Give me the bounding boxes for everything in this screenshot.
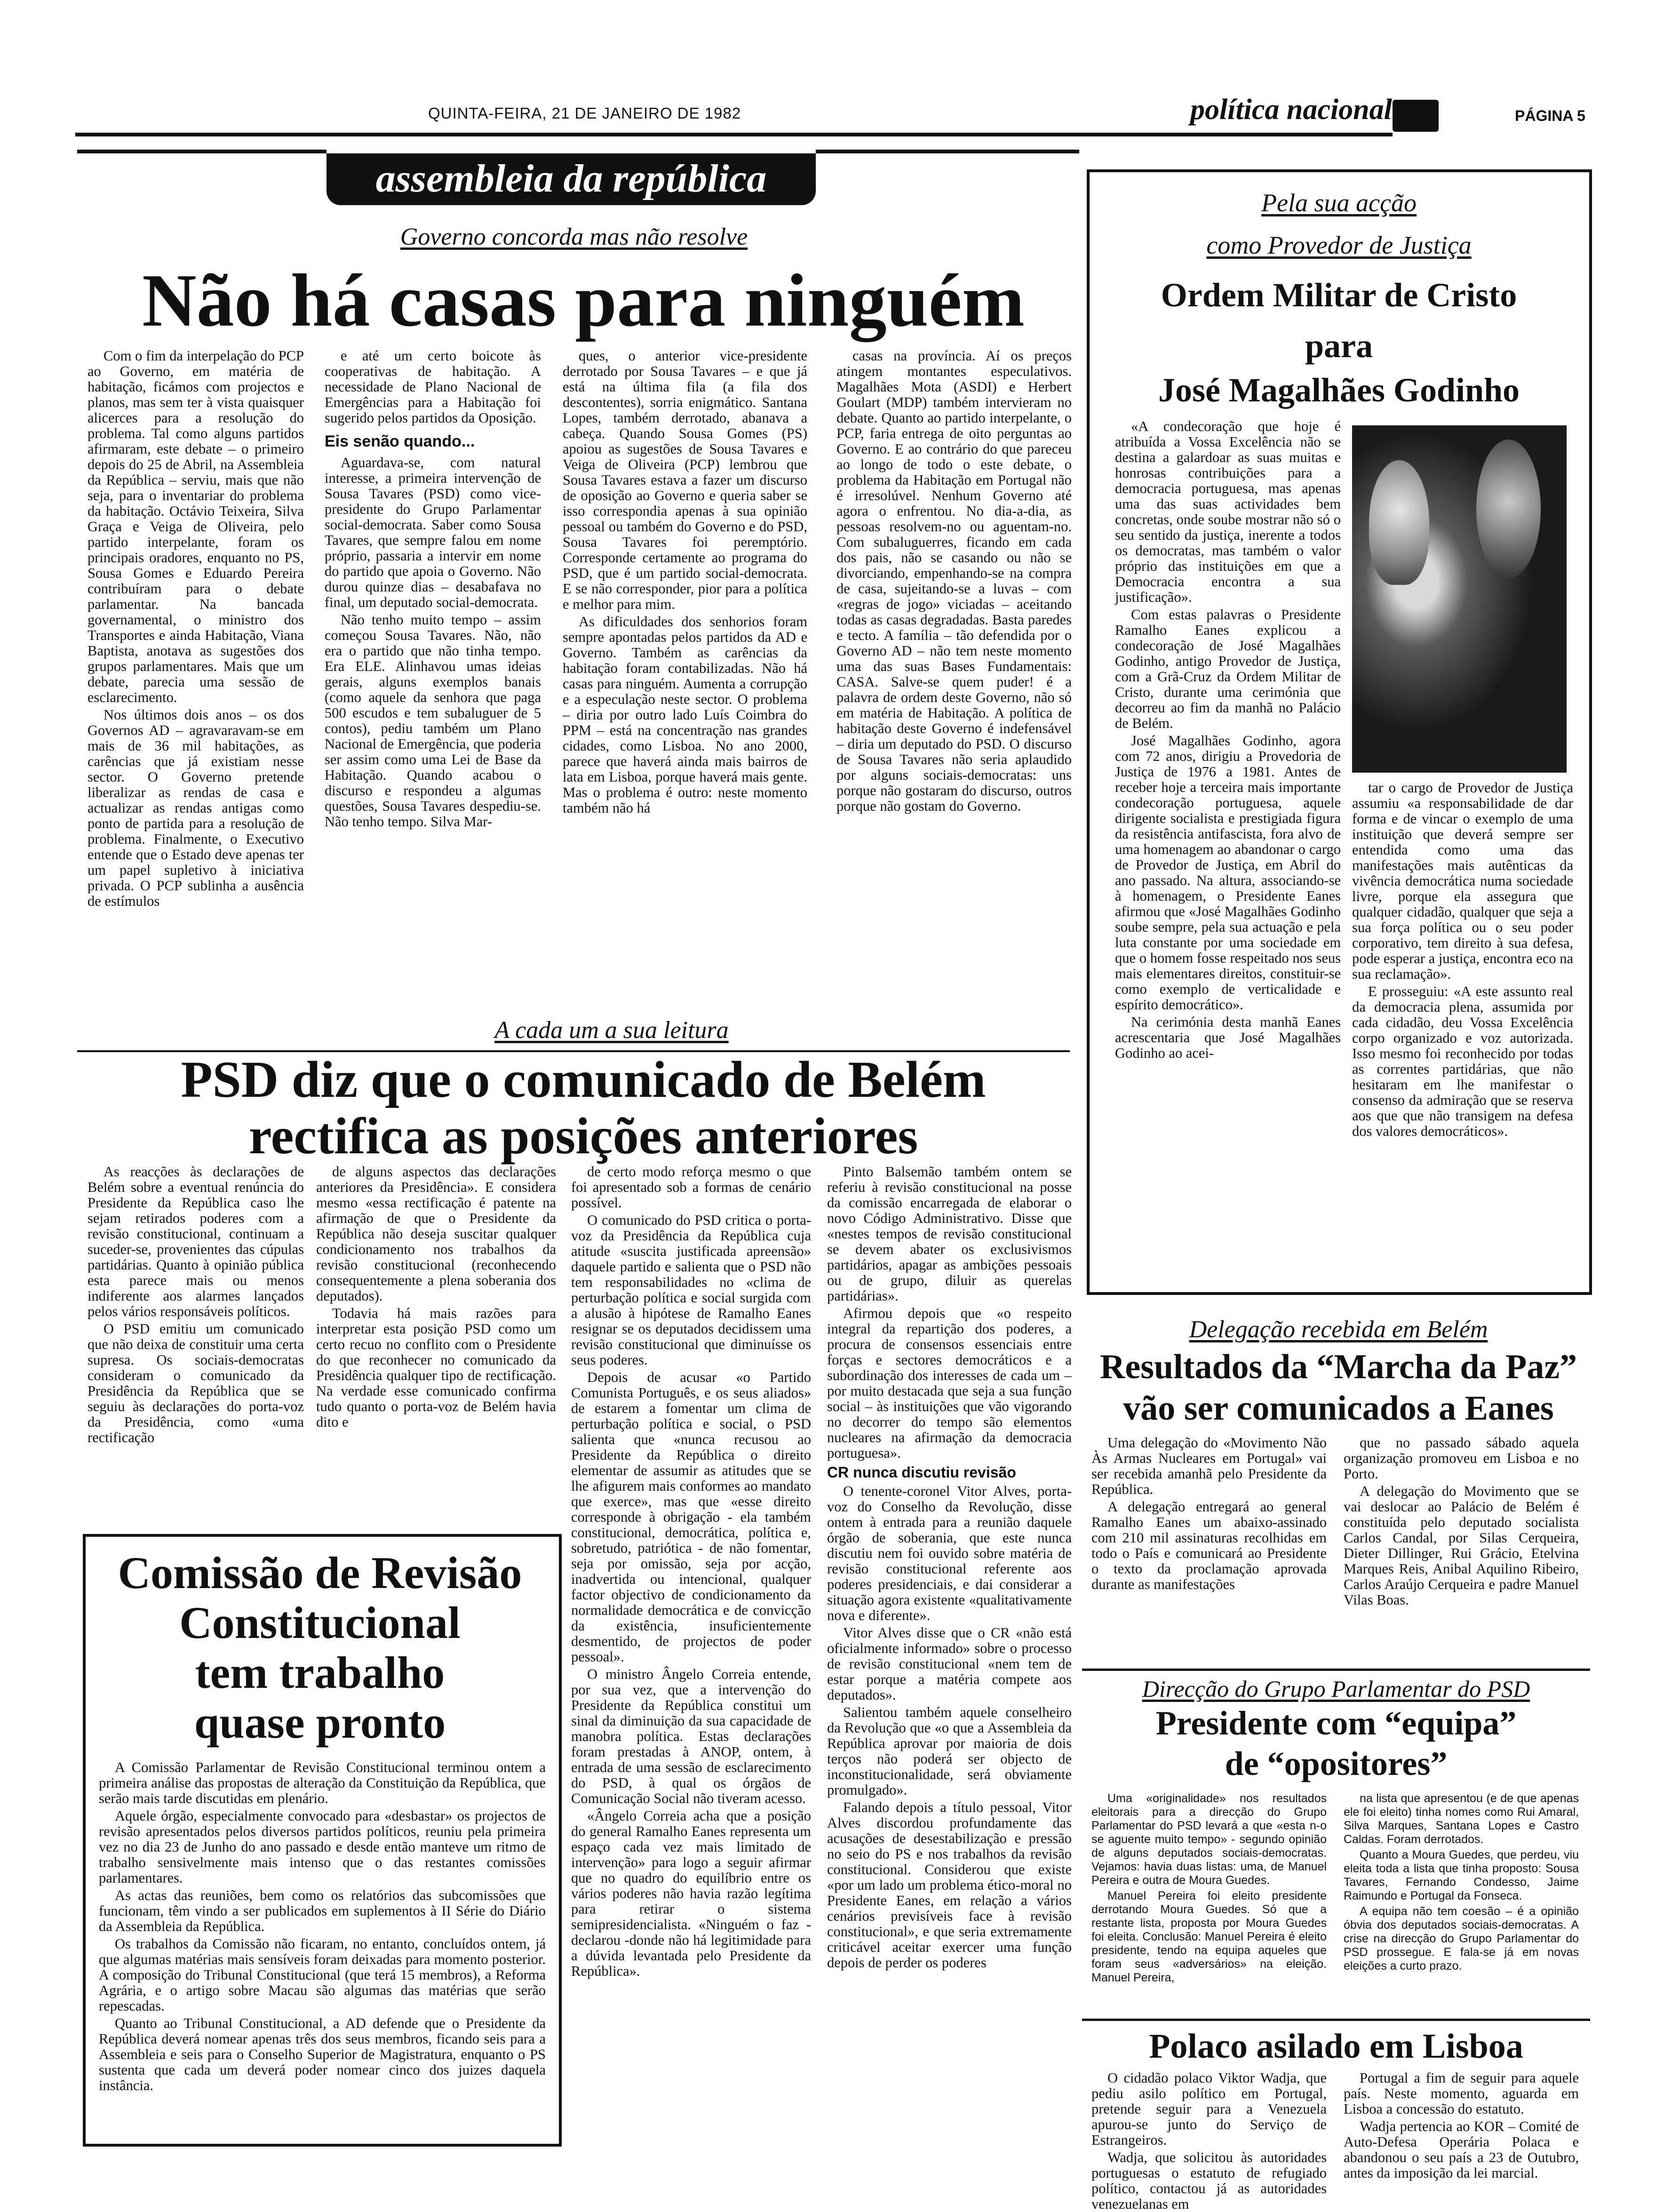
article6-column-2 bbox=[1344, 1792, 1579, 2013]
paragraph: A delegação do Movimento que se vai deslocar ao Palácio de Belém é constituída pelo deputado socialista Carlos Candal, por Silas Cerqueira, Dieter Dillinger, Rui Grácio, Etelvina Marques Reis, Anibal Aquilino Ribeiro, Carlos Araújo Cerqueira e padre Manuel Vilas Boas. bbox=[1344, 1483, 1579, 1608]
article2-headline-line-2: rectifica as posições anteriores bbox=[248, 1107, 918, 1165]
article1-column-1 bbox=[88, 348, 304, 1049]
paragraph: O cidadão polaco Viktor Wadja, que pediu asilo político em Portugal, pretende seguir para a Venezuela apurou-se junto do Serviço de Estrangeiros. bbox=[1091, 2070, 1327, 2148]
paragraph: de certo modo reforça mesmo o que foi apresentado sob a formas de cenário possível. bbox=[571, 1164, 811, 1211]
banner-rule-left bbox=[77, 150, 326, 153]
paragraph: Todavia há mais razões para interpretar esta posição PSD como um certo recuo no conflito com o Presidente do que reconhecer no comunicado da Presidência qualquer tipo de rectificação. Na verdade esse comunicado confirma tudo quanto o porta-voz de Belém havia dito e bbox=[316, 1305, 556, 1430]
article5-headline-line-2: vão ser comunicados a Eanes bbox=[1123, 1389, 1554, 1428]
paragraph: Wadja pertencia ao KOR – Comité de Auto-Defesa Operária Polaca e abandonou o seu país a 23 de Outubro, antes da imposição da lei marcial. bbox=[1344, 2118, 1579, 2181]
paragraph: As dificuldades dos senhorios foram sempre apontadas pelos partidos da AD e Governo. Também as carências da habitação foram contabilizadas. Não há casas para ninguém. Aumenta a corrupção e a especulação neste sector. O problema – diria por outro lado Luís Coimbra do PPM – está na concentração nas grandes cidades, como Lisboa. No ano 2000, parece que haverá ainda mais bairros de lata em Lisboa, porque haverá mais gente. Mas o problema é outro: neste momento também não há bbox=[563, 614, 807, 816]
paragraph: A delegação entregará ao general Ramalho Eanes um abaixo-assinado com 210 mil assinaturas recolhidas em todo o País e comunicará ao Presidente o texto da proclamação aprovada durante as manifestações bbox=[1091, 1499, 1327, 1592]
article2-headline-line-1: PSD diz que o comunicado de Belém bbox=[181, 1051, 986, 1108]
paragraph: E prosseguiu: «A este assunto real da democracia plena, assumida por cada cidadão, deu Vossa Excelência corpo organizado e voz autorizada. Isso mesmo foi reconhecido por todas as correntes partidárias, que não hesitaram em lhe manifestar o consenso da admiração que se reserva aos que que não transigem na defesa dos valores democráticos». bbox=[1352, 983, 1573, 1139]
paragraph: Portugal a fim de seguir para aquele país. Neste momento, aguarda em Lisboa a concessão do estatuto. bbox=[1344, 2070, 1579, 2117]
article3-headline-line-4: quase pronto bbox=[194, 1697, 446, 1748]
paragraph: As reacções às declarações de Belém sobre a eventual renúncia do Presidente da República caso lhe sejam retirados poderes com a revisão constitucional, continuam a suceder-se, provenientes das cúpulas partidárias. Quanto à opinião pública esta parece mais ou menos indiferente aos alarmes lançados pelos vários responsáveis políticos. bbox=[88, 1164, 304, 1319]
article1-subhead: Eis senão quando... bbox=[325, 432, 475, 450]
article1-column-2 bbox=[325, 348, 541, 1049]
paragraph: Pinto Balsemão também ontem se referiu à revisão constitucional na posse da comissão encarregada de elaborar o novo Código Administrativo. Disse que «nestes tempos de revisão constitucional se devem abater os exclusivismos partidários, apagar as ambições pessoais ou de grupo, diluir as querelas partidárias». bbox=[827, 1164, 1072, 1304]
article2-subhead: CR nunca discutiu revisão bbox=[827, 1464, 1016, 1481]
article6-headline-line-2: de “opositores” bbox=[1225, 1745, 1448, 1782]
article4-kicker-line-2: como Provedor de Justiça bbox=[1206, 231, 1472, 259]
paragraph: casas na província. Aí os preços atingem montantes especulativos. Magalhães Mota (ASDI) e Herbert Goulart (MDP) também intervieram no debate. Quanto ao partido interpelante, o PCP, faria entrega de oito perguntas ao Governo. E ao contrário do que pareceu ao longo de todo o este debate, o problema da Habitação em Portugal não é irresolúvel. Nenhum Governo até agora o enfrentou. No dia-a-dia, as pessoas resolvem-no ou aguentam-no. Com subaluguerres, ficando em cada dos pais, não se casando ou não se divorciando, empenhando-se na compra de casa, sujeitando-se a luvas – com «regras de jogo» viciadas – aceitando todas as casas degradadas. Basta paredes e tecto. A família – tão defendida por o Governo AD – não tem neste momento uma das suas Bases Fundamentais: CASA. Salve-se quem puder! é a palavra de ordem deste Governo, não só em matéria de Habitação. A política de habitação deste Governo é indefensável – diria um deputado do PSD. O discurso de Sousa Tavares não seria aplaudido por alguns sociais-democratas: uns porque não gostaram do discurso, outros porque não gostam do Governo. bbox=[836, 348, 1072, 814]
paragraph: «Ângelo Correia acha que a posição do general Ramalho Eanes representa um espaço cada vez mais limitado de intervenção» para logo a seguir afirmar que no quadro do equilíbrio entre os vários poderes não havia razão legítima para retirar o sistema semipresidencialista. «Ninguém o faz - declarou -donde não há legitimidade para a dúvida levantada pelo Presidente da República». bbox=[571, 1808, 811, 1979]
paragraph: Afirmou depois que «o respeito integral da repartição dos poderes, a procura de consensos essenciais entre forças e sectores democráticos e a subordinação dos interesses de cada um – por muito destacada que seja a sua função social – às instituições que vão vigorando no decorrer do tempo são elementos nucleares na afirmação da democracia portuguesa». bbox=[827, 1305, 1072, 1461]
paragraph: tar o cargo de Provedor de Justiça assumiu «a responsabilidade de dar forma e de vincar o exemplo de uma instituição que deverá sempre ser entendida como uma das manifestações mais autênticas da vivência democrática numa sociedade livre, porque ela assegura que qualquer cidadão, qualquer que seja a sua força política ou o seu poder corporativo, tem direito à sua defesa, pode esperar a justiça, encontra eco na sua reclamação». bbox=[1352, 780, 1573, 982]
article2-kicker: A cada um a sua leitura bbox=[494, 1017, 729, 1044]
paragraph: A Comissão Parlamentar de Revisão Constitucional terminou ontem a primeira análise das propostas de alteração da Constituição da República, que serão mais tarde discutidas em plenário. bbox=[99, 1759, 546, 1806]
article7-top-rule bbox=[1082, 2019, 1590, 2021]
article3-headline-line-3: tem trabalho bbox=[195, 1647, 445, 1698]
article2-column-2 bbox=[316, 1164, 556, 1526]
paragraph: Quanto a Moura Guedes, que perdeu, viu eleita toda a lista que tinha proposto: Sousa Tavares, Fernando Condesso, Jaime Raimundo e Portugal da Fonseca. bbox=[1344, 1848, 1579, 1902]
article2-column-3 bbox=[571, 1164, 811, 2160]
paragraph: Wadja, que solicitou às autoridades portuguesas o estatuto de refugiado político, contactou já as autoridades venezuelanas em bbox=[1091, 2149, 1327, 2212]
paragraph: Depois de acusar «o Partido Comunista Português, e os seus aliados» de estarem a fomentar um clima de perturbação política e social, o PSD salienta que «nunca recusou ao Presidente da República o direito elementar de assumir as atitudes que se lhe afigurem mais conformes ao mandato que exerce», mas que «esse direito corresponde à obrigação - ela também constitucional, democrática, política e, sobretudo, patriótica - de não fomentar, seja por omissão, seja por acção, inadvertida ou intencional, qualquer factor objectivo de condicionamento da normalidade democrática e de convicção da existência, insuficientemente desmentido, de projectos de poder pessoal». bbox=[571, 1369, 811, 1665]
paragraph: Aquele órgão, especialmente convocado para «desbastar» os projectos de revisão apresentados pelos diversos partidos políticos, reuniu pela primeira vez no dia 23 de Junho do ano passado e desde então manteve um ritmo de trabalho sensivelmente mais intenso que o das restantes comissões parlamentares. bbox=[99, 1808, 546, 1886]
paragraph: O ministro Ângelo Correia entende, por sua vez, que a intervenção do Presidente da República constitui um sinal da diminuição da sua capacidade de manobra política. Estas declarações foram prestadas à ANOP, ontem, à entrada de uma sessão de esclarecimento do PSD, à qual os órgãos de Comunicação Social não tiveram acesso. bbox=[571, 1666, 811, 1806]
article2-column-1 bbox=[88, 1164, 304, 1526]
article7-column-2 bbox=[1344, 2070, 1579, 2181]
paragraph: As actas das reuniões, bem como os relatórios das subcomissões que funcionam, têm vindo a ser publicados em suplementos à II Série do Diário da Assembleia da República. bbox=[99, 1887, 546, 1934]
paragraph: A equipa não tem coesão – é a opinião óbvia dos deputados sociais-democratas. A crise na direcção do Grupo Parlamentar do PSD prossegue. E fala-se já em novas eleições a curto prazo. bbox=[1344, 1905, 1579, 1972]
paragraph: Uma delegação do «Movimento Não Às Armas Nucleares em Portugal» vai ser recebida amanhã pelo Presidente da República. bbox=[1091, 1435, 1327, 1497]
paragraph: ques, o anterior vice-presidente derrotado por Sousa Tavares – e que já está na última fila (a fila dos descontentes), sorria enigmático. Santana Lopes, também derrotado, abanava a cabeça. Quando Sousa Gomes (PS) apoiou as sugestões de Sousa Tavares e Veiga de Oliveira (PCP) lembrou que Sousa Tavares estava a fazer um discurso de oposição ao Governo e queria saber se isso correspondia apenas à sua opinião pessoal ou também do Governo e do PSD, Sousa Tavares foi peremptório. Corresponde certamente ao programa do PSD, que é um partido social-democrata. E se não corresponder, pior para a política e melhor para mim. bbox=[563, 348, 807, 612]
article4-headline-line-3: José Magalhães Godinho bbox=[1158, 371, 1520, 409]
article1-column-4 bbox=[836, 348, 1072, 1049]
article4-kicker-line-1: Pela sua acção bbox=[1261, 189, 1417, 217]
ceremony-photo bbox=[1352, 425, 1567, 773]
paragraph: O comunicado do PSD critica o porta-voz da Presidência da República cuja atitude «suscita justificada apreensão» daquele partido e salienta que o PSD não tem responsabilidades no «clima de perturbação política e social surgida com a alusão à hipótese de Ramalho Eanes resignar se os deputados decidissem uma revisão constitucional que diminuísse os seus poderes. bbox=[571, 1212, 811, 1368]
paragraph: Nos últimos dois anos – os dos Governos AD – agravaravam-se em mais de 36 mil habitações, as carências que já existiam nesse sector. O Governo pretende liberalizar as rendas de casa e actualizar as rendas antigas como ponto de partida para a resolução de problema. Finalmente, o Executivo entende que o Estado deve apenas ter um papel supletivo à iniciativa privada. O PCP sublinha a ausência de estímulos bbox=[88, 707, 304, 909]
paragraph: e até um certo boicote às cooperativas de habitação. A necessidade de Plano Nacional de Emergências para a Habitação foi sugerido pelos partidos da Oposição. bbox=[325, 348, 541, 426]
banner-rule-right bbox=[816, 150, 1079, 153]
article6-column-1 bbox=[1091, 1792, 1327, 2013]
paragraph: Uma «originalidade» nos resultados eleitorais para a direcção do Grupo Parlamentar do PSD levará a que «esta n-o se aguente muito tempo» - segundo opinião de alguns deputados sociais-democratas. Vejamos: havia duas listas: uma, de Manuel Pereira e outra de Moura Guedes. bbox=[1091, 1792, 1327, 1887]
paragraph: José Magalhães Godinho, agora com 72 anos, dirigiu a Provedoria de Justiça de 1976 a 1981. Antes de receber hoje a terceira mais importante condecoração portuguesa, aquele dirigente socialista e prestigiada figura da resistência antifascista, fora alvo de uma homenagem ao abandonar o cargo de Provedor de Justiça, em Abril do ano passado. Na altura, associando-se à homenagem, o Presidente Eanes afirmou que «José Magalhães Godinho soube sempre, pela sua actuação e pela luta constante por uma sociedade em que o homem fosse respeitado nos seus mais elementares direitos, constituir-se como exemplo de verticalidade e espírito democrático». bbox=[1115, 733, 1341, 1013]
article5-kicker: Delegação recebida em Belém bbox=[1189, 1316, 1488, 1343]
paragraph: Salientou também aquele conselheiro da Revolução que «o que a Assembleia da República aprovar por maioria de dois terços não poderá ser objecto de inconstitucionalidade, será obviamente promulgado». bbox=[827, 1704, 1072, 1798]
article6-top-rule bbox=[1082, 1669, 1590, 1671]
article1-headline: Não há casas para ninguém bbox=[142, 258, 1025, 342]
paragraph: «A condecoração que hoje é atribuída a Vossa Excelência não se destina a galardoar as suas muitas e honrosas contribuições para a democracia portuguesa, mas apenas uma das suas actividades bem concretas, onde soube mostrar não só o seu sentido da justiça, inerente a todos os democratas, mas também o valor próprio das instituições em que a Democracia encontra a sua justificação». bbox=[1115, 418, 1341, 605]
paragraph: Os trabalhos da Comissão não ficaram, no entanto, concluídos ontem, já que algumas matérias mais sensíveis foram deixadas para momento posterior. A composição do Tribunal Constitucional (que terá 15 membros), a Reforma Agrária, e o artigo sobre Macau são algumas das matérias que serão repescadas. bbox=[99, 1936, 546, 2014]
paragraph: Manuel Pereira foi eleito presidente derrotando Moura Guedes. Só que a restante lista, proposta por Moura Guedes foi eleita. Conclusão: Manuel Pereira é eleito presidente, tendo na equipa aqueles que foram seus «adversários» na eleição. Manuel Pereira, bbox=[1091, 1889, 1327, 1984]
paragraph: de alguns aspectos das declarações anteriores da Presidência». E considera mesmo «essa rectificação é patente na afirmação de que o Presidente da República não deseja suscitar qualquer condicionamento nos trabalhos da revisão constitucional (reconhecendo consequentemente a plena soberania dos deputados). bbox=[316, 1164, 556, 1304]
section-logo bbox=[1393, 100, 1439, 132]
article1-kicker: Governo concorda mas não resolve bbox=[400, 224, 748, 250]
paragraph: Não tenho muito tempo – assim começou Sousa Tavares. Não, não era o partido que não tinha tempo. Era ELE. Alinhavou umas ideias gerais, alguns exemplos banais (como aquele da senhora que paga 500 escudos e tem subaluguer de 5 contos), pediu também um Plano Nacional de Emergência, que poderia ser assim como uma Lei de Base da Habitação. Quando acabou o discurso e respondeu a algumas questões, Sousa Tavares despediu-se. Não tenho tempo. Silva Mar- bbox=[325, 612, 541, 830]
article3-headline-line-1: Comissão de Revisão bbox=[118, 1548, 522, 1598]
article4-column-1 bbox=[1115, 419, 1341, 1285]
paragraph: Aguardava-se, com natural interesse, a primeira intervenção de Sousa Tavares (PSD) como vice-presidente do Grupo Parlamentar social-democrata. Saber como Sousa Tavares, que sempre falou em nome próprio, passaria a intervir em nome do partido que apoia o Governo. Não durou quinze dias – desabafava no final, um deputado social-democrata. bbox=[325, 455, 541, 610]
article5-column-2 bbox=[1344, 1435, 1579, 1661]
article7-column-1 bbox=[1091, 2070, 1327, 2212]
article5-headline-line-1: Resultados da “Marcha da Paz” bbox=[1099, 1348, 1577, 1386]
article4-headline-line-2: para bbox=[1305, 327, 1373, 365]
article5-column-1 bbox=[1091, 1435, 1327, 1661]
article2-column-4 bbox=[827, 1164, 1072, 2160]
page-number: PÁGINA 5 bbox=[1515, 107, 1585, 124]
article4-headline-line-1: Ordem Militar de Cristo bbox=[1161, 276, 1517, 314]
paragraph: Com estas palavras o Presidente Ramalho Eanes explicou a condecoração de José Magalhães Godinho, antigo Provedor de Justiça, com a Grã-Cruz da Ordem Militar de Cristo, durante uma cerimónia que decorreu ao fim da manhã no Palácio de Belém. bbox=[1115, 607, 1341, 731]
article4-column-2 bbox=[1352, 780, 1573, 1284]
paragraph: Quanto ao Tribunal Constitucional, a AD defende que o Presidente da República deverá nomear apenas três dos seus membros, ficando seis para a Assembleia e seis para o Conselho Superior de Magistratura, enquanto o PS sustenta que cada um deverá poder nomear cinco dos juizes daquela instância. bbox=[99, 2015, 546, 2093]
paragraph: que no passado sábado aquela organização promoveu em Lisboa e no Porto. bbox=[1344, 1435, 1579, 1482]
article7-headline: Polaco asilado em Lisboa bbox=[1149, 2027, 1523, 2066]
paragraph: Vitor Alves disse que o CR «não está oficialmente informado» sobre o processo de revisão constitucional «nem tem de estar porque a matéria compete aos deputados». bbox=[827, 1625, 1072, 1703]
masthead-date: QUINTA-FEIRA, 21 DE JANEIRO DE 1982 bbox=[428, 104, 741, 122]
paragraph: O PSD emitiu um comunicado que não deixa de constituir uma certa supresa. Os sociais-democratas consideram o comunicado da Presidência da República que se seguiu às declarações do porta-voz da Presidência, como «uma rectificação bbox=[88, 1321, 304, 1445]
article3-body bbox=[99, 1760, 546, 2136]
banner-text: assembleia da república bbox=[375, 157, 767, 200]
paragraph: Com o fim da interpelação do PCP ao Governo, em matéria de habitação, ficámos com projectos e planos, mas sem ter à vista quaisquer alicerces para a resolução do problema. Tal como alguns partidos afirmaram, este debate – o primeiro depois do 25 de Abril, na Assembleia da República – serviu, mais que não seja, para o inventariar do problema da habitação. Octávio Teixeira, Silva Graça e Veiga de Oliveira, pelo partido interpelante, foram os principais oradores, enquanto no PS, Sousa Gomes e Eduardo Pereira contribuíram para o debate parlamentar. Na bancada governamental, o ministro dos Transportes e ainda Habitação, Viana Baptista, anotava as sugestões dos grupos parlamentares. Mais que um debate, parecia uma sessão de esclarecimento. bbox=[88, 348, 304, 705]
section-title: política nacional bbox=[1190, 94, 1392, 126]
article1-column-3 bbox=[563, 348, 807, 1049]
paragraph: na lista que apresentou (e de que apenas ele foi eleito) tinha nomes como Rui Amaral, Silva Marques, Santana Lopes e Castro Caldas. Foram derrotados. bbox=[1344, 1792, 1579, 1846]
paragraph: Falando depois a título pessoal, Vitor Alves discordou profundamente das acusações de desestabilização e pressão no seio do PS e nos trabalhos da revisão constitucional. Considerou que existe «por um lado um problema ético-moral no Presidente Eanes, em relação a vários cenários previsíveis face à revisão constitucional», e que seria extremamente criticável aceitar exercer uma função depois de perder os poderes bbox=[827, 1799, 1072, 1971]
masthead-rule bbox=[75, 133, 1393, 136]
article6-headline-line-1: Presidente com “equipa” bbox=[1155, 1704, 1517, 1742]
article3-headline-line-2: Constitucional bbox=[179, 1597, 461, 1648]
paragraph: Na cerimónia desta manhã Eanes acrescentaria que José Magalhães Godinho ao acei- bbox=[1115, 1014, 1341, 1061]
paragraph: O tenente-coronel Vitor Alves, porta-voz do Conselho da Revolução, disse ontem à entrada para a reunião daquele órgão de soberania, que este nunca discutiu nem foi ouvido sobre matéria de revisão constitucional referente aos poderes presidenciais, e dai considerar a situação agora existente «qualitativamente nova e diferente». bbox=[827, 1483, 1072, 1623]
article6-kicker: Direcção do Grupo Parlamentar do PSD bbox=[1142, 1676, 1530, 1702]
